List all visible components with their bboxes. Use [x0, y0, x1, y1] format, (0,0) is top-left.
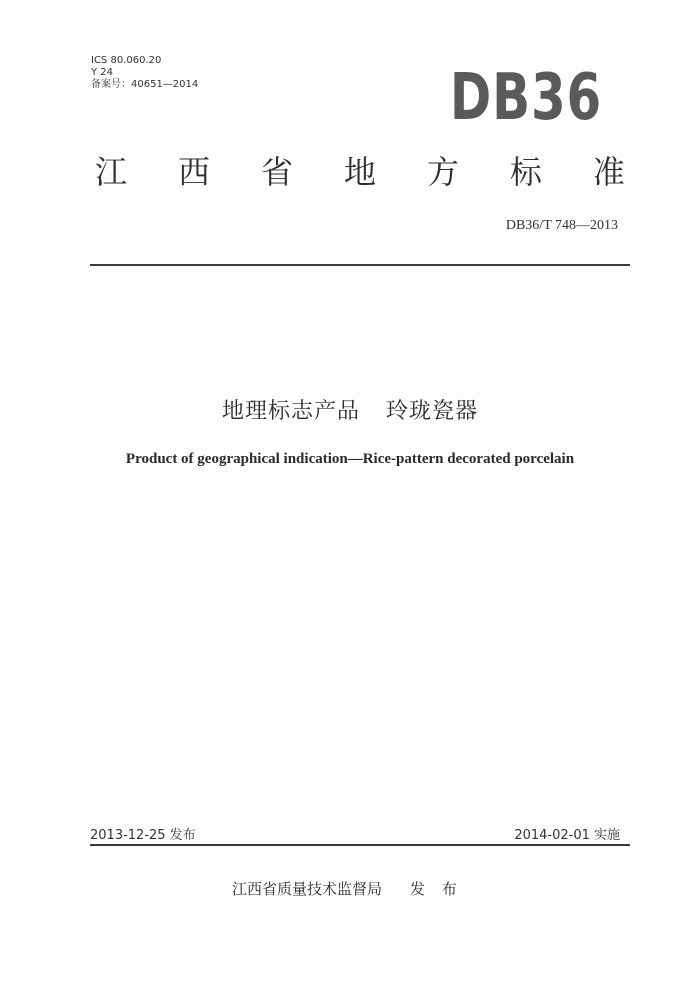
ics-code: ICS 80.060.20 [91, 55, 162, 66]
footer-divider [90, 844, 630, 846]
ccs-code: Y 24 [91, 67, 114, 78]
heading-char: 方 [426, 153, 459, 191]
heading-char: 地 [343, 153, 376, 191]
classification-block [91, 55, 198, 91]
record-number: 备案号：40651—2014 [91, 79, 199, 90]
issue-action: 发 布 [410, 880, 463, 898]
issue-date: 2013-12-25 发布 [90, 828, 196, 843]
heading-char: 江 [95, 153, 128, 191]
local-standard-heading [95, 150, 625, 194]
standard-number: DB36/T 748—2013 [505, 218, 618, 233]
header-divider [90, 264, 630, 266]
title-product: 玲珑瓷器 [386, 399, 479, 424]
chinese-title [0, 394, 700, 425]
english-title: Product of geographical indication—Rice-pattern decorated porcelain [125, 451, 575, 467]
heading-char: 标 [509, 153, 542, 191]
heading-char: 准 [592, 153, 625, 191]
title-category: 地理标志产品 [221, 399, 360, 424]
heading-char: 西 [177, 153, 210, 191]
standard-code-mark: DB36 [449, 61, 602, 135]
issuing-authority [232, 878, 463, 899]
authority-name: 江西省质量技术监督局 [232, 880, 383, 898]
implementation-date: 2014-02-01 实施 [514, 828, 620, 843]
heading-char: 省 [260, 153, 293, 191]
